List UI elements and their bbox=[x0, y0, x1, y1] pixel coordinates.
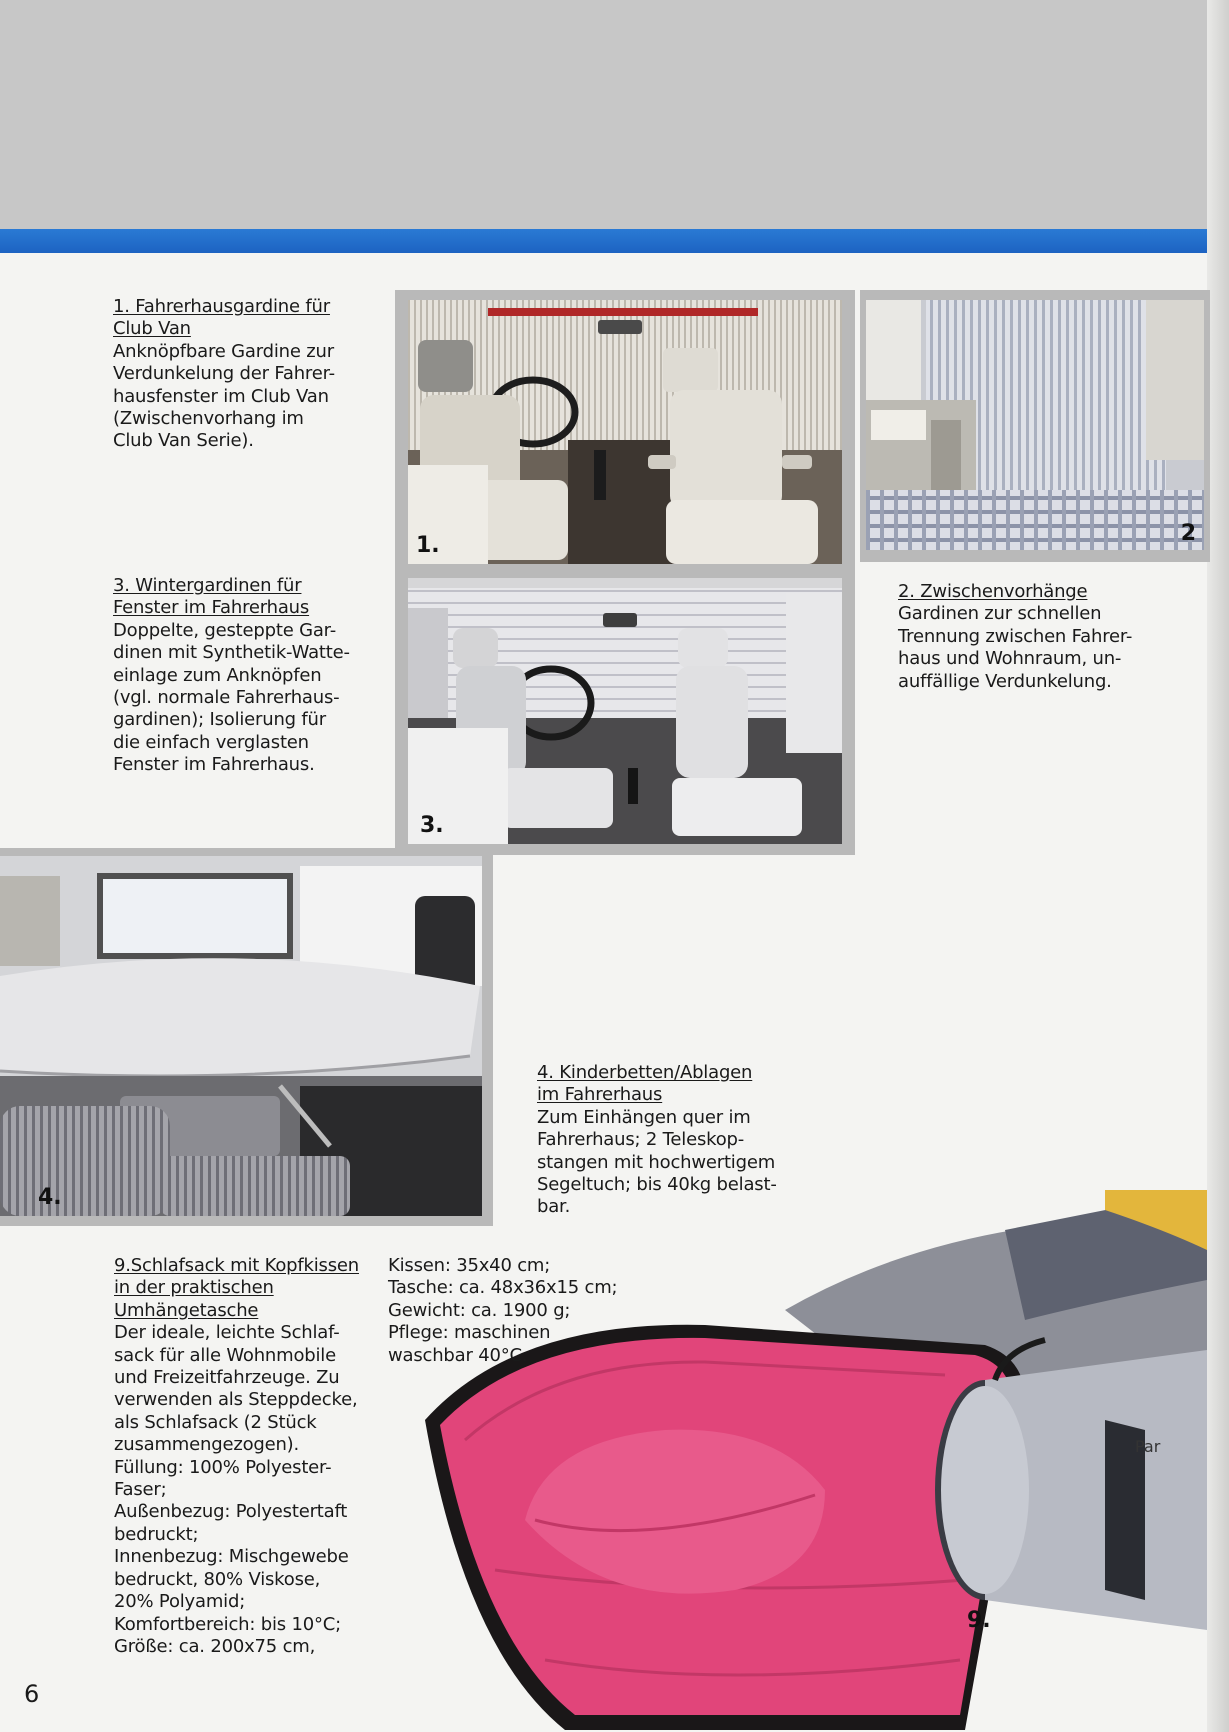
item-3-text bbox=[113, 575, 350, 777]
photo-4-child-bed bbox=[0, 856, 482, 1216]
item-2-text bbox=[898, 581, 1132, 693]
page-binding-edge bbox=[1207, 0, 1229, 1732]
header-blue-stripe bbox=[0, 229, 1229, 253]
photo-9-label: 9. bbox=[967, 1608, 991, 1633]
item-3-body: Doppelte, gesteppte Gar- dinen mit Synthetik-Watte- einlage zum Anknöpfen (vgl. normale Fahrerhaus- gardinen); Isolierung für die einfach verglasten Fenster im Fahrerhaus. bbox=[113, 619, 350, 776]
item-1-body: Anknöpfbare Gardine zur Verdunkelung der Fahrer- hausfenster im Club Van (Zwischenvorhang im Club Van Serie). bbox=[113, 340, 335, 452]
item-4-title: 4. Kinderbetten/Ablagen im Fahrerhaus bbox=[537, 1062, 753, 1106]
photo-2-divider-curtain bbox=[866, 300, 1204, 550]
photo-1-cab-curtain bbox=[408, 300, 842, 564]
photo-3-label: 3. bbox=[420, 813, 444, 838]
item-9-specs-body: Kissen: 35x40 cm; Tasche: ca. 48x36x15 cm; Gewicht: ca. 1900 g; Pflege: maschinen waschbar 40°C. bbox=[388, 1255, 618, 1366]
item-1-title: 1. Fahrerhausgardine für Club Van bbox=[113, 296, 330, 340]
item-9-specs bbox=[388, 1255, 617, 1367]
item-4-body: Zum Einhängen quer im Fahrerhaus; 2 Teleskop- stangen mit hochwertigem Segeltuch; bis 40kg belast- bar. bbox=[537, 1106, 777, 1218]
item-2-body: Gardinen zur schnellen Trennung zwischen Fahrer- haus und Wohnraum, un- auffällige Verdunkelung. bbox=[898, 603, 1133, 692]
photo-4-label: 4. bbox=[38, 1185, 62, 1210]
page-number: 6 bbox=[24, 1680, 40, 1708]
item-9-body: Der ideale, leichte Schlaf- sack für alle Wohnmobile und Freizeitfahrzeuge. Zu verwenden als Steppdecke, als Schlafsack (2 Stück zusammengezogen). Füllung: 100% Polyester- Faser; Außenbezug: Polyestertaft bedruckt; Innenbezug: Mischgewebe bedruckt, 80% Viskose, 20% Polyamid; Komfortbereich: bis 10°C; Größe: ca. 200x75 cm, bbox=[114, 1322, 358, 1657]
item-9-text bbox=[114, 1255, 359, 1658]
item-9-title: 9.Schlafsack mit Kopfkissen in der praktischen Umhängetasche bbox=[114, 1255, 359, 1321]
photo-1-label: 1. bbox=[416, 533, 440, 558]
item-3-title: 3. Wintergardinen für Fenster im Fahrerhaus bbox=[113, 575, 310, 619]
photo-2-label: 2 bbox=[1180, 521, 1196, 546]
header-gray-band bbox=[0, 0, 1229, 230]
bag-brand-text: Par bbox=[1135, 1437, 1161, 1456]
item-2-title: 2. Zwischenvorhänge bbox=[898, 581, 1088, 602]
item-1-text bbox=[113, 296, 335, 453]
photo-3-winter-curtain bbox=[408, 578, 842, 844]
